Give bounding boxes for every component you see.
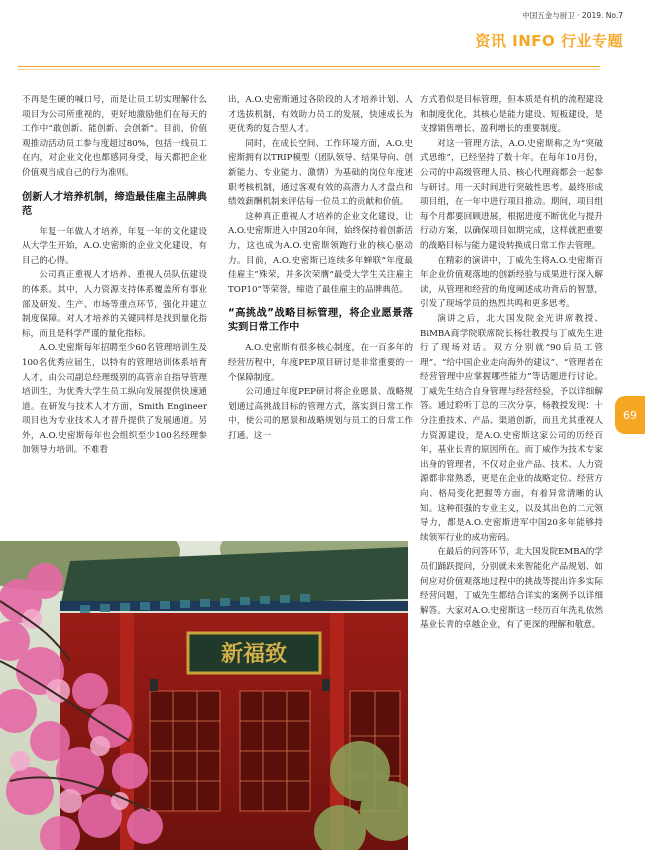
paragraph: 同时，在成长空间、工作环境方面，A.O.史密斯拥有以TRIP模型（团队领导、结果导向、创新能力、专业能力、激情）为基础的岗位年度述职考核机制，通过客观有效的高潜力人才盘点和绩效薪酬机制来评估每一位员工的贡献和价值。 — [228, 138, 413, 208]
plaque-text: 新福致 — [220, 641, 288, 667]
paragraph: 方式看似是目标管理，但本质是有机的流程建设和制度优化，其核心是能力建设、短板建设，是支撑销售增长、盈利增长的重要制度。 — [420, 95, 603, 135]
paragraph: 公司真正重视人才培养、重视人员队伍建设的体系。其中，人力资源支持体系覆盖所有事业部及研发、生产、市场等重点环节，强化并建立制度保障。对人才培养的关键同样是找到量化指标，而且是科学严谨的量化指标。 — [22, 270, 207, 339]
section-heading: 创新人才培养机制，缔造最佳雇主品牌典范 — [22, 191, 207, 217]
paragraph: 在最后的问答环节，北大国发院EMBA的学员们踊跃提问，分别就未来智能化产品规划、如何应对价值观落地过程中的挑战等提出许多实际经营问题，丁威先生都结合详实的案例予以详细解答。大家对A.O.史密斯这一经历百年洗礼依然基业长青的卓越企业，有了更深的理解和敬意。 — [420, 547, 603, 631]
paragraph: 这种真正重视人才培养的企业文化建设，让A.O.史密斯进入中国20年间，始终保持着创新活力，这也成为A.O.史密斯领跑行业的核心驱动力。目前，A.O.史密斯已连续多年蝉联“年度最佳雇主”殊荣，并多次荣膺“最受大学生关注雇主TOP10”等荣誉，缔造了最佳雇主的品牌典范。 — [228, 211, 413, 295]
paragraph: 年复一年做人才培养，年复一年的文化建设从大学生开始，A.O.史密斯的企业文化建设，有目己的心得。 — [22, 226, 207, 266]
photo-illustration — [0, 541, 408, 850]
section-title: 资讯 INFO 行业专题 — [475, 32, 623, 50]
header-divider-secondary — [18, 69, 600, 70]
paragraph: A.O.史密斯有很多核心制度，在一百多年的经营历程中，年度PEP项目研讨是非常重要的一个保障制度。 — [228, 343, 413, 383]
paragraph: A.O.史密斯每年招聘至少60名管理培训生及100名优秀应届生，以特有的管理培训体系培育人才，由公司副总经理级别的高管亲自指导管理培训生，为优秀大学生员工纵向发展提供快速通道。在研发与技术人才方面，Smith Engineer项目也为专业技术人才晋升提供了发展通道。另外，A.O.史密斯每年也会组织至少100名经理参加领导力培训。不难看 — [22, 343, 207, 456]
page-number: 69 — [623, 408, 637, 422]
publication-info: 中国五金与厨卫 · 2019. No.7 — [522, 11, 623, 20]
article-column-1 — [22, 93, 207, 458]
paragraph: 出，A.O.史密斯通过各阶段的人才培养计划、人才选拔机制，有效助力员工的发展，快速成长为更优秀的复合型人才。 — [228, 95, 413, 135]
campus-building-photo — [0, 541, 408, 850]
article-column-2 — [228, 93, 413, 443]
paragraph: 公司通过年度PEP研讨将企业愿景、战略规划通过高挑战目标的管理方式，落实到日常工作中，使公司的愿景和战略规划与员工的日常工作打通。这一 — [228, 387, 413, 441]
paragraph: 在精彩的演讲中，丁威先生将A.O.史密斯百年企业价值观落地的创新经验与成果进行深入解读，从管理和经营的角度阐述成功背后的智慧，引发了现场学员的热烈共鸣和更多思考。 — [420, 255, 603, 310]
page-number-tab — [615, 396, 645, 434]
paragraph: 不再是生硬的喊口号，而是让员工切实理解什么项目为公司所重视的，更好地激励他们在每天的工作中“敢创新、能创新、会创新”。目前，价值观推动活动员工参与度超过80%，包括一线员工在内，对企业文化也都感同身受，每天都把企业价值观当成自己的行为准则。 — [22, 95, 207, 178]
header-divider — [18, 66, 600, 67]
paragraph: 演讲之后，北大国发院金光讲席教授、BiMBA商学院联席院长杨壮教授与丁威先生进行了现场对话。双方分别就“90后员工管理”、“给中国企业走向海外的建议”、“管理者在经营管理中应掌握哪些能力”等话题进行讨论。丁威先生结合自身管理与经营经验，予以详细解答。通过聆听丁总的三次分享，杨教授发现：十分注重技术、产品、渠道创新，而且尤其重视人力资源建设，是A.O.史密斯这家公司的历经百年，基业长青的原因所在。而丁威作为技术专家出身的管理者，不仅对企业产品、技术、人力资源都非常熟悉，更是在企业的战略定位、经营方向、格局变化把握等方面，有着异常清晰的认知。这种很强的专业主义，以及其出色的二元领导力，都是A.O.史密斯进军中国20多年能够持续领军行业的成功密码。 — [420, 313, 603, 543]
section-heading: “高挑战”战略目标管理，将企业愿景落实到日常工作中 — [228, 308, 413, 334]
article-column-3 — [420, 93, 603, 633]
paragraph: 对这一管理方法，A.O.史密斯称之为“突破式思维”，已经坚持了数十年。在每年10月份，公司的中高级管理人员、核心代理商都会一起参与研讨。用一天时间进行突破性思考。最终形成项目组，在一年中进行项目推动。期间，项目组每个月都要回顾进展，根据进度不断优化与提升行动方案，以确保项目如期完成，这样就把重要的战略目标与能力建设转换成日常工作去管理。 — [420, 138, 603, 251]
